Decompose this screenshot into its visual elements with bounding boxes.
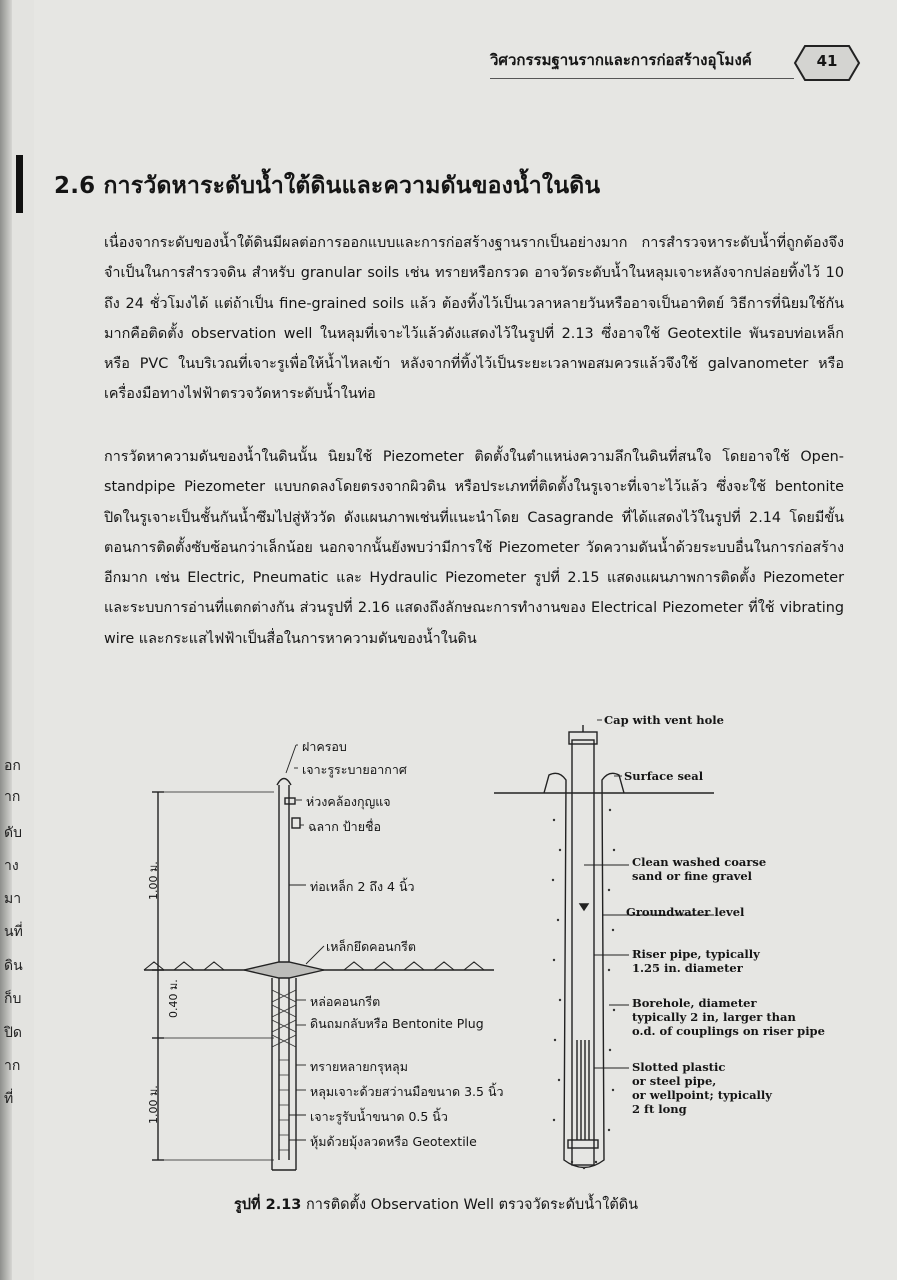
margin-fragment: นที่ xyxy=(4,924,23,940)
dim-middle: 0.40 ม. xyxy=(167,979,180,1018)
label-tag: ฉลาก ป้ายชื่อ xyxy=(308,819,382,834)
figure-caption xyxy=(234,1193,638,1216)
facing-page-edge xyxy=(0,0,34,1280)
label-sand: ทรายหลายกรุหลุม xyxy=(310,1059,408,1074)
page-number: 41 xyxy=(816,52,838,70)
margin-fragment: มา xyxy=(4,891,22,907)
margin-fragment: ก็บ xyxy=(4,991,22,1007)
label-surface-seal: Surface seal xyxy=(624,769,704,783)
caption-label: รูปที่ 2.13 xyxy=(234,1197,302,1213)
paragraph: เนื่องจากระดับของน้ำใต้ดินมีผลต่อการออกแบบและการก่อสร้างฐานรากเป็นอย่างมาก การสำรวจหาระดับน้ำที่ถูกต้องจึงจำเป็นในการสำรวจดิน สำหรับ granular soils เช่น ทรายหรือกรวด อาจวัดระดับน้ำในหลุมเจาะหลังจากปล่อยทิ้งไว้ 10 ถึง 24 ชั่วโมงได้ แต่ถ้าเป็น fine-grained soils แล้ว ต้องทิ้งไว้เป็นเวลาหลายวันหรืออาจเป็นอาทิตย์ วิธีการที่นิยมใช้กันมากคือติดตั้ง observation well ในหลุมที่เจาะไว้แล้วดังแสดงไว้ในรูปที่ 2.13 ซึ่งอาจใช้ Geotextile พันรอบท่อเหล็กหรือ PVC ในบริเวณที่เจาะรูเพื่อให้น้ำไหลเข้า หลังจากที่ทิ้งไว้เป็นระยะเวลาพอสมควรแล้วจึงใช้ galvanometer หรือเครื่องมือทางไฟฟ้าตรวจวัดหาระดับน้ำในท่อ xyxy=(104,235,844,403)
running-header: วิศวกรรมฐานรากและการก่อสร้างอุโมงค์ xyxy=(490,51,752,69)
label-geotextile: หุ้มด้วยมุ้งลวดหรือ Geotextile xyxy=(310,1134,477,1149)
facing-page-marker xyxy=(16,155,23,213)
label-cap: ฝาครอบ xyxy=(302,739,347,754)
margin-fragment: ดิน xyxy=(4,958,23,974)
dim-lower: 1.00 ม. xyxy=(147,1085,160,1124)
margin-fragment: าก xyxy=(4,1058,21,1074)
document-page xyxy=(34,0,897,1280)
margin-fragment: าก xyxy=(4,789,21,805)
label-vent: เจาะรูระบายอากาศ xyxy=(302,762,407,777)
margin-fragment: ดับ xyxy=(4,825,22,841)
label-hand-auger: หลุมเจาะด้วยสว่านมือขนาด 3.5 นิ้ว xyxy=(310,1084,504,1099)
label-cap-vent: Cap with vent hole xyxy=(604,713,724,727)
label-groundwater: Groundwater level xyxy=(626,905,745,919)
label-rebar: เหล็กยึดคอนกรีต xyxy=(326,939,416,954)
margin-fragment: าง xyxy=(4,858,19,874)
label-holes: เจาะรูรับน้ำขนาด 0.5 นิ้ว xyxy=(310,1109,448,1124)
dim-upper: 1.00 ม. xyxy=(147,861,160,900)
margin-fragment: ที่ xyxy=(4,1091,14,1107)
margin-fragment: อก xyxy=(4,758,21,774)
header-rule xyxy=(490,78,794,79)
figure-2-13 xyxy=(74,700,864,1200)
label-steel-pipe: ท่อเหล็ก 2 ถึง 4 นิ้ว xyxy=(310,879,415,894)
section-title: 2.6 การวัดหาระดับน้ำใต้ดินและความดันของน้ำในดิน xyxy=(54,173,601,199)
label-slotted: Slotted plastic or steel pipe, or wellpoint; typically 2 ft long xyxy=(632,1060,772,1116)
label-riser: Riser pipe, typically 1.25 in. diameter xyxy=(632,947,760,975)
caption-text: การติดตั้ง Observation Well ตรวจวัดระดับน้ำใต้ดิน xyxy=(305,1197,639,1213)
label-borehole: Borehole, diameter typically 2 in, larger than o.d. of couplings on riser pipe xyxy=(632,996,825,1038)
label-concrete: หล่อคอนกรีต xyxy=(310,994,381,1009)
margin-fragment: ปิด xyxy=(4,1025,22,1041)
label-lock-ring: ห่วงคล้องกุญแจ xyxy=(306,794,391,809)
paragraph: การวัดหาความดันของน้ำในดินนั้น นิยมใช้ Piezometer ติดตั้งในตำแหน่งความลึกในดินที่สนใจ โดยอาจใช้ Open-standpipe Piezometer แบบกดลงโดยตรงจากผิวดิน หรือประเภทที่ติดตั้งในรูเจาะที่เจาะไว้แล้ว ซึ่งจะใช้ bentonite ปิดในรูเจาะเป็นชั้นกันน้ำซึมไปสู่หัววัด ดังแผนภาพเช่นที่แนะนำโดย Casagrande ที่ได้แสดงไว้ในรูปที่ 2.14 โดยมีขั้นตอนการติดตั้งซับซ้อนกว่าเล็กน้อย นอกจากนั้นยังพบว่ามีการใช้ Piezometer วัดความดันน้ำด้วยระบบอื่นในการก่อสร้างอีกมาก เช่น Electric, Pneumatic และ Hydraulic Piezometer รูปที่ 2.15 แสดงแผนภาพการติดตั้ง Piezometer และระบบการอ่านที่แตกต่างกัน ส่วนรูปที่ 2.16 แสดงถึงลักษณะการทำงานของ Electrical Piezometer ที่ใช้ vibrating wire และกระแสไฟฟ้าเป็นสื่อในการหาความดันของน้ำในดิน xyxy=(104,449,844,647)
label-backfill: ดินถมกลับหรือ Bentonite Plug xyxy=(310,1016,484,1031)
label-gravel: Clean washed coarse sand or fine gravel xyxy=(632,855,767,883)
